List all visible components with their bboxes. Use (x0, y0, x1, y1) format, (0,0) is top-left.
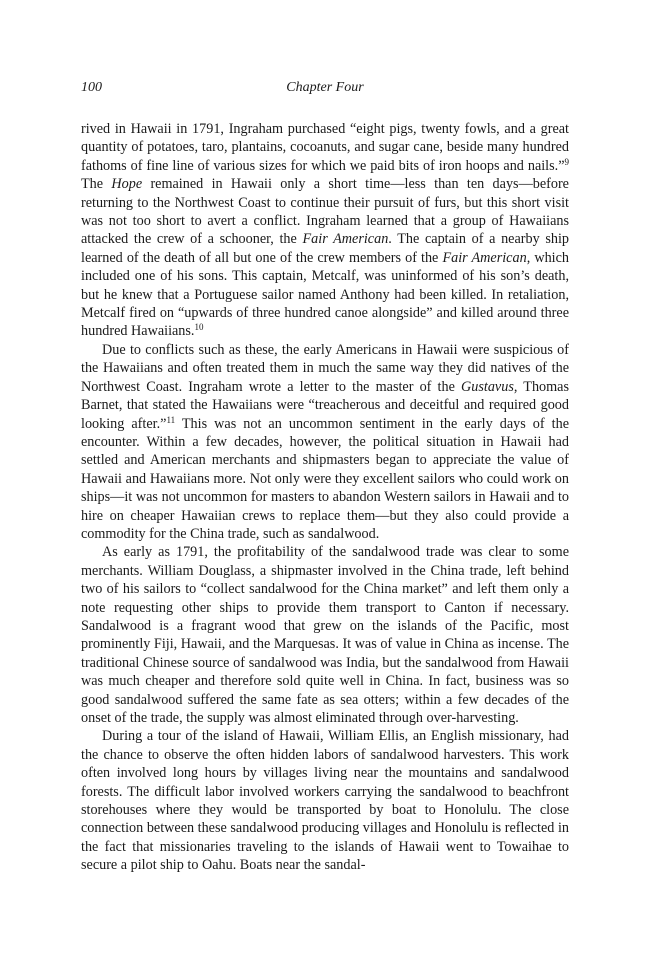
italic-text: Hope (111, 176, 143, 193)
text-run: rived in Hawaii in 1791, Ingraham purchased “eight pigs, twenty fowls, and a great quantity of potatoes, taro, plantains, cocoanuts, and sugar cane, beside many hundred fathoms of fine line of various sizes for which we paid bits of iron hoops and nails.” (81, 121, 569, 174)
paragraph (81, 543, 569, 727)
text-run: , Thomas Barnet, that stated the Hawaiians were “treacherous and deceitful and required good looking after.” (81, 378, 569, 432)
body-text (81, 120, 569, 875)
text-run: , which included one of his sons. This captain, Metcalf, was uninformed of his son’s death, but he knew that a Portuguese sailor named Anthony had been killed. In retaliation, Metcalf fired on “upwards of three hundred canoe alongside” and killed around three hundred Hawaiians. (81, 249, 570, 340)
paragraph (81, 120, 569, 341)
footnote-reference: 10 (194, 322, 204, 333)
italic-text: Fair American (302, 231, 389, 248)
text-run: Due to conflicts such as these, the early Americans in Hawaii were suspicious of the Hawaiians and often treated them in much the same way they did natives of the Northwest Coast. Ingraham wrote a letter to the master of the (81, 341, 569, 395)
paragraph (81, 727, 569, 874)
paragraph (81, 341, 569, 543)
text-run: As early as 1791, the profitability of the sandalwood trade was clear to some merchants. William Douglass, a shipmaster involved in the China trade, left behind two of his sailors to “collect sandalwood for the China market” and left them only a note requesting other ships to provide them transport to Canton if necessary. Sandalwood is a fragrant wood that grew on the islands of the Pacific, most prominently Fiji, Hawaii, and the Marquesas. It was of value in China as incense. The traditional Chinese source of sandalwood was India, but the sandalwood from Hawaii was much cheaper and therefore sold quite well in China. In fact, business was so good sandalwood suffered the same fate as sea otters; within a few decades of the onset of the trade, the supply was almost eliminated through over-harvesting. (81, 544, 569, 726)
italic-text: Gustavus (461, 378, 514, 395)
text-run: During a tour of the island of Hawaii, William Ellis, an English missionary, had the chance to observe the often hidden labors of sandalwood harvesters. This work often involved long hours by villages living near the mountains and sandalwood forests. The difficult labor involved workers carrying the sandalwood to beachfront storehouses where they would be transported by boat to Honolulu. The close connection between these sandalwood producing villages and Honolulu is reflected in the fact that missionaries traveling to the islands of Hawaii went to Towaihae to secure a pilot ship to Oahu. Boats near the sandal- (81, 728, 569, 874)
footnote-reference: 11 (166, 414, 176, 425)
chapter-title: Chapter Four (286, 80, 364, 95)
text-run: The (81, 176, 112, 193)
italic-text: Fair American (442, 249, 527, 266)
footnote-reference: 9 (564, 156, 569, 167)
text-run: remained in Hawaii only a short time—less than ten days—before returning to the Northwest Coast to continue their pursuit of furs, but this short visit was not too short to avert a conflict. Ingraham learned that a group of Hawaiians attacked the crew of a schooner, the (81, 176, 569, 248)
text-run: This was not an uncommon sentiment in the early days of the encounter. Within a few decades, however, the political situation in Hawaii had settled and American merchants and shipmasters began to appreciate the value of Hawaii and Hawaiians more. Not only were they excellent sailors who could work on ships—it was not uncommon for masters to abandon Western sailors in Hawaii and to hire on cheaper Hawaiian crews to replace them—but they also could provide a commodity for the China trade, such as sandalwood. (81, 415, 569, 542)
text-run: . The captain of a nearby ship learned of the death of all but one of the crew members of the (81, 231, 569, 266)
page-number: 100 (81, 80, 102, 95)
running-head (81, 80, 569, 100)
